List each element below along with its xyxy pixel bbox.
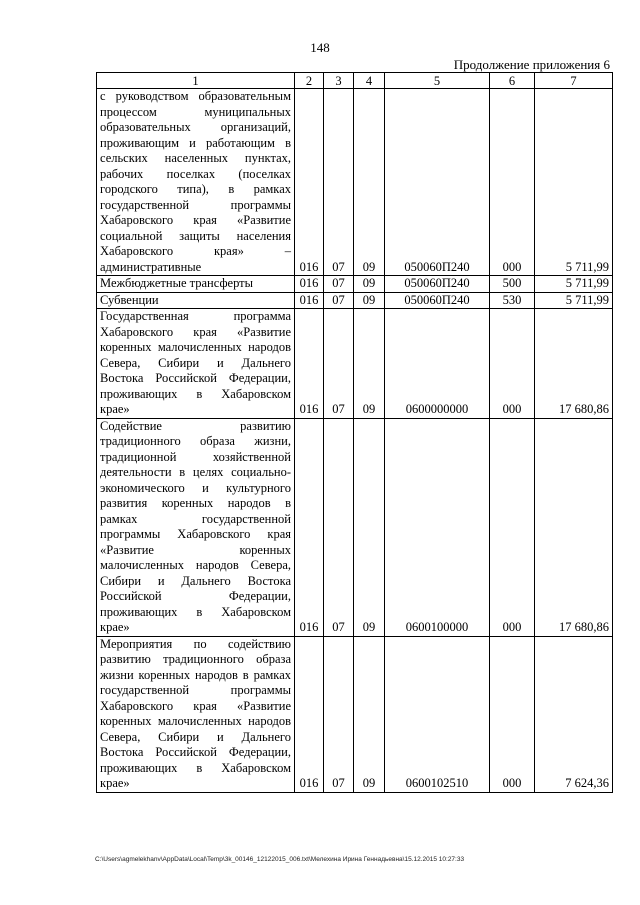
row-name: Межбюджетные трансферты: [97, 276, 295, 293]
row-amount: 7 624,36: [535, 636, 613, 792]
row-section: 07: [324, 418, 354, 636]
row-ministry: 016: [295, 276, 324, 293]
table-row: [97, 276, 613, 293]
row-name: с руководством образовательным процессом муниципальных образовательных организаций, проживающим и работающим в сельских населенных пунктах, рабочих поселках (поселках городского типа), в рамках государственной программы Хабаровского края «Развитие социальной защиты населения Хабаровского края» – административные: [97, 89, 295, 276]
row-target-article: 050060П240: [385, 89, 490, 276]
row-section: 07: [324, 89, 354, 276]
row-ministry: 016: [295, 636, 324, 792]
row-amount: 17 680,86: [535, 418, 613, 636]
row-ministry: 016: [295, 89, 324, 276]
row-ministry: 016: [295, 309, 324, 419]
row-section: 07: [324, 276, 354, 293]
row-subsection: 09: [354, 636, 385, 792]
header-col-6: 6: [490, 73, 535, 89]
row-expense-type: 500: [490, 276, 535, 293]
row-section: 07: [324, 309, 354, 419]
row-target-article: 050060П240: [385, 276, 490, 293]
row-expense-type: 530: [490, 292, 535, 309]
row-ministry: 016: [295, 292, 324, 309]
row-amount: 17 680,86: [535, 309, 613, 419]
row-target-article: 0600100000: [385, 418, 490, 636]
header-col-5: 5: [385, 73, 490, 89]
budget-table: [96, 72, 613, 793]
row-name: Мероприятия по содействию развитию традиционного образа жизни коренных народов в рамках государственной программы Хабаровского края «Развитие коренных малочисленных народов Севера, Сибири и Дальнего Востока Российской Федерации, проживающих в Хабаровском крае»: [97, 636, 295, 792]
footer-file-path: C:\Users\agmelekhanv\AppData\Local\Temp\3k_00146_12122015_006.txt\Мелехина Ирина Геннадьевна\15.12.2015 10:27:33: [95, 856, 465, 863]
row-amount: 5 711,99: [535, 276, 613, 293]
row-target-article: 050060П240: [385, 292, 490, 309]
table-row: [97, 636, 613, 792]
row-name: Субвенции: [97, 292, 295, 309]
row-name: Государственная программа Хабаровского края «Развитие коренных малочисленных народов Севера, Сибири и Дальнего Востока Российской Федерации, проживающих в Хабаровском крае»: [97, 309, 295, 419]
row-subsection: 09: [354, 309, 385, 419]
row-amount: 5 711,99: [535, 89, 613, 276]
row-section: 07: [324, 636, 354, 792]
row-subsection: 09: [354, 418, 385, 636]
table-row: [97, 418, 613, 636]
header-col-2: 2: [295, 73, 324, 89]
header-col-4: 4: [354, 73, 385, 89]
row-name: Содействие развитию традиционного образа жизни, традиционной хозяйственной деятельности в целях социально-экономического и культурного развития коренных народов в рамках государственной программы Хабаровского края «Развитие коренных малочисленных народов Севера, Сибири и Дальнего Востока Российской Федерации, проживающих в Хабаровском крае»: [97, 418, 295, 636]
table-row: [97, 292, 613, 309]
continuation-title: Продолжение приложения 6: [453, 57, 610, 72]
row-amount: 5 711,99: [535, 292, 613, 309]
row-subsection: 09: [354, 292, 385, 309]
header-col-3: 3: [324, 73, 354, 89]
row-ministry: 016: [295, 418, 324, 636]
row-expense-type: 000: [490, 309, 535, 419]
row-expense-type: 000: [490, 636, 535, 792]
row-target-article: 0600102510: [385, 636, 490, 792]
table-row: [97, 89, 613, 276]
row-section: 07: [324, 292, 354, 309]
row-expense-type: 000: [490, 418, 535, 636]
row-subsection: 09: [354, 276, 385, 293]
row-expense-type: 000: [490, 89, 535, 276]
header-col-7: 7: [535, 73, 613, 89]
header-col-1: 1: [97, 73, 295, 89]
page-number: 148: [310, 40, 330, 55]
header-row: [97, 73, 613, 89]
table-row: [97, 309, 613, 419]
row-target-article: 0600000000: [385, 309, 490, 419]
row-subsection: 09: [354, 89, 385, 276]
